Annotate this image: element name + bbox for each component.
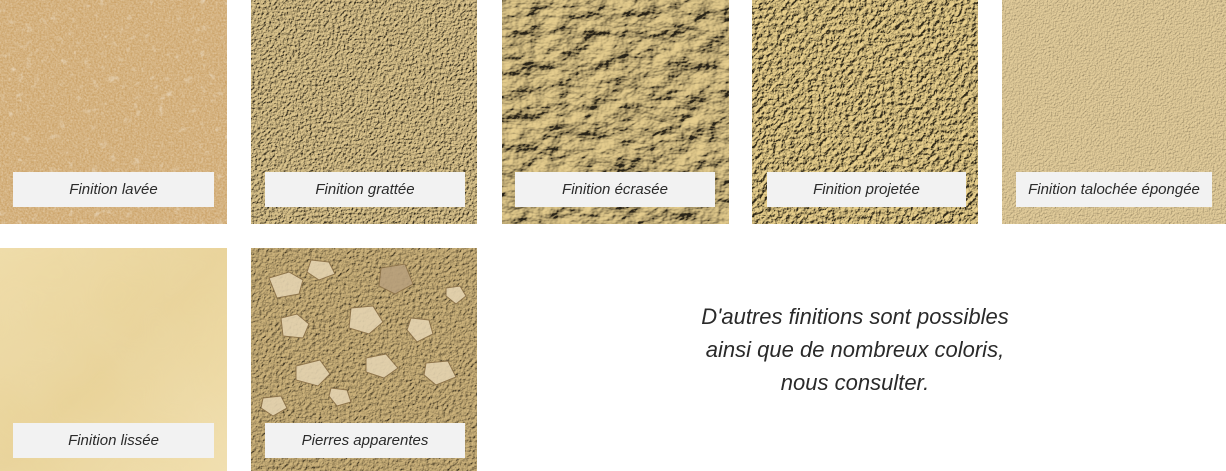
finish-label: Finition talochée épongée <box>1016 172 1212 207</box>
finish-label: Finition écrasée <box>515 172 715 207</box>
finish-tile-lissee[interactable] <box>0 248 227 471</box>
note-line-2: ainsi que de nombreux coloris, <box>705 337 1005 362</box>
more-finishes-note <box>600 300 1110 399</box>
finish-label: Finition projetée <box>767 172 966 207</box>
finish-label: Finition lavée <box>13 172 214 207</box>
finish-label: Finition grattée <box>265 172 465 207</box>
finish-tile-pierres-apparentes[interactable] <box>251 248 477 471</box>
note-line-3: nous consulter. <box>780 370 930 395</box>
finish-tile-grattee[interactable] <box>251 0 477 224</box>
note-line-1: D'autres finitions sont possibles <box>701 304 1009 329</box>
finish-label: Finition lissée <box>13 423 214 458</box>
finish-tile-ecrasee[interactable] <box>502 0 729 224</box>
finish-label: Pierres apparentes <box>265 423 465 458</box>
finish-tile-projetee[interactable] <box>752 0 978 224</box>
finish-tile-lavee[interactable] <box>0 0 227 224</box>
finish-tile-talochee-epongee[interactable] <box>1002 0 1226 224</box>
